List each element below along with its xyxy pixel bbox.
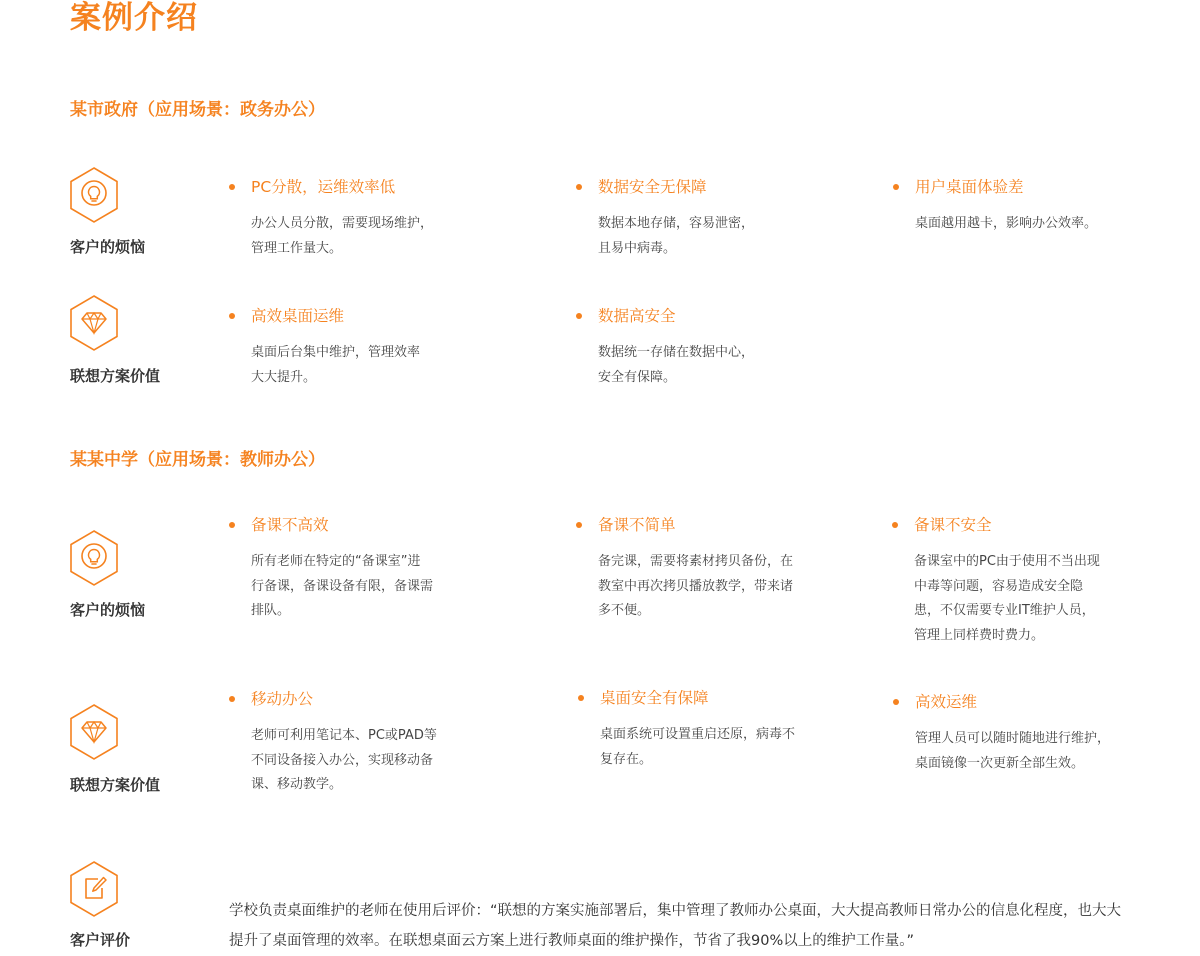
item-title: 用户桌面体验差 bbox=[893, 176, 1097, 198]
diamond-icon bbox=[69, 704, 119, 760]
item-title: 备课不简单 bbox=[576, 514, 793, 536]
item-title: 高效桌面运维 bbox=[229, 305, 420, 327]
description-line: 排队。 bbox=[251, 603, 291, 618]
description-line: 所有老师在特定的“备课室”进 bbox=[251, 554, 421, 569]
value-item bbox=[893, 691, 1110, 776]
description-line: 桌面系统可设置重启还原，病毒不 bbox=[600, 727, 796, 742]
description-line: 备课室中的PC由于使用不当出现 bbox=[914, 554, 1100, 569]
edit-icon bbox=[69, 861, 119, 917]
description-line: 且易中病毒。 bbox=[598, 240, 677, 256]
item-description bbox=[229, 212, 433, 261]
description-line: 桌面后台集中维护，管理效率 bbox=[251, 345, 421, 360]
description-line: 办公人员分散，需要现场维护， bbox=[251, 216, 434, 231]
item-title: 备课不高效 bbox=[229, 514, 433, 536]
item-description bbox=[578, 723, 795, 772]
item-description bbox=[892, 550, 1100, 648]
description-line: 教室中再次拷贝播放教学，带来诸 bbox=[598, 578, 794, 594]
item-title: 桌面安全有保障 bbox=[578, 687, 795, 709]
item-description bbox=[576, 212, 754, 261]
item-title: 高效运维 bbox=[893, 691, 1110, 713]
item-title: PC分散，运维效率低 bbox=[229, 176, 433, 198]
value-item bbox=[578, 687, 795, 772]
description-line: 多不便。 bbox=[598, 603, 651, 618]
description-line: 患，不仅需要专业IT维护人员， bbox=[914, 603, 1095, 618]
case-title: 某市政府（应用场景：政务办公） bbox=[70, 100, 325, 120]
item-description bbox=[893, 727, 1110, 776]
pain-point-item bbox=[576, 514, 793, 624]
diamond-icon bbox=[69, 295, 119, 351]
description-line: 复存在。 bbox=[600, 751, 653, 767]
item-description bbox=[576, 550, 793, 624]
row-label: 客户的烦恼 bbox=[70, 238, 146, 256]
row-label: 联想方案价值 bbox=[70, 367, 161, 385]
row-label: 客户的烦恼 bbox=[70, 601, 146, 619]
description-line: 桌面镜像一次更新全部生效。 bbox=[915, 755, 1085, 771]
description-line: 老师可利用笔记本、PC或PAD等 bbox=[251, 728, 437, 743]
pain-point-item bbox=[892, 514, 1100, 648]
description-line: 不同设备接入办公，实现移动备 bbox=[251, 752, 434, 768]
item-title: 数据高安全 bbox=[576, 305, 754, 327]
lightbulb-icon bbox=[69, 167, 119, 223]
description-line: 管理工作量大。 bbox=[251, 240, 343, 256]
review-label: 客户评价 bbox=[70, 931, 131, 949]
description-line: 数据本地存储，容易泄密， bbox=[598, 216, 755, 231]
description-line: 管理上同样费时费力。 bbox=[914, 627, 1045, 643]
value-item bbox=[229, 688, 437, 798]
description-line: 课、移动教学。 bbox=[251, 777, 343, 792]
value-item bbox=[229, 305, 420, 390]
description-line: 行备课，备课设备有限，备课需 bbox=[251, 578, 434, 594]
item-title: 移动办公 bbox=[229, 688, 437, 710]
description-line: 数据统一存储在数据中心， bbox=[598, 345, 755, 360]
description-line: 管理人员可以随时随地进行维护， bbox=[915, 731, 1111, 746]
pain-point-item bbox=[893, 176, 1097, 237]
description-line: 桌面越用越卡，影响办公效率。 bbox=[915, 216, 1098, 231]
item-description bbox=[229, 550, 433, 624]
pain-point-item bbox=[229, 176, 433, 261]
row-label: 联想方案价值 bbox=[70, 776, 161, 794]
item-title: 备课不安全 bbox=[892, 514, 1100, 536]
review-text: 学校负责桌面维护的老师在使用后评价：“联想的方案实施部署后，集中管理了教师办公桌面，大大提高教师日常办公的信息化程度，也大大提升了桌面管理的效率。在联想桌面云方案上进行教师桌面的维护操作，节省了我90%以上的维护工作量。” bbox=[229, 903, 1122, 949]
description-line: 安全有保障。 bbox=[598, 369, 677, 385]
page-title: 案例介绍 bbox=[70, 0, 198, 36]
pain-point-item bbox=[576, 176, 754, 261]
description-line: 备完课，需要将素材拷贝备份，在 bbox=[598, 554, 794, 569]
case-title: 某某中学（应用场景：教师办公） bbox=[70, 450, 325, 470]
pain-point-item bbox=[229, 514, 433, 624]
description-line: 大大提升。 bbox=[251, 369, 317, 385]
item-description bbox=[229, 341, 420, 390]
value-item bbox=[576, 305, 754, 390]
item-description bbox=[893, 212, 1097, 237]
item-description bbox=[576, 341, 754, 390]
lightbulb-icon bbox=[69, 530, 119, 586]
item-title: 数据安全无保障 bbox=[576, 176, 754, 198]
item-description bbox=[229, 724, 437, 798]
description-line: 中毒等问题，容易造成安全隐 bbox=[914, 578, 1084, 594]
